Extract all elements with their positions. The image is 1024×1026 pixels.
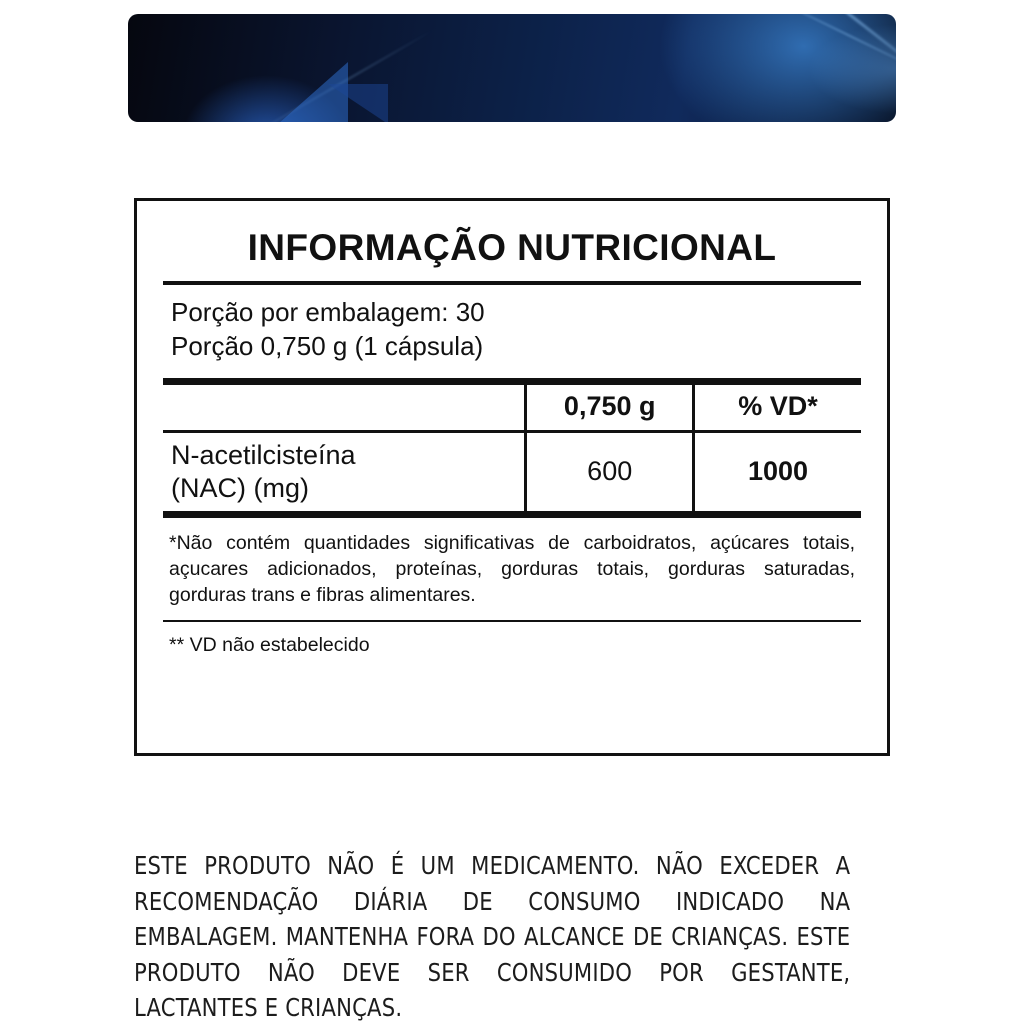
table-row	[163, 431, 861, 510]
serving-info	[163, 285, 861, 378]
divider-thick-top	[163, 378, 861, 385]
product-header-banner	[128, 14, 896, 122]
nutrient-name-cell	[163, 431, 526, 510]
table-header-row	[163, 385, 861, 432]
nutrition-table	[163, 385, 861, 511]
table-header-amount: 0,750 g	[526, 385, 694, 432]
nutrient-name-line1: N-acetilcisteína	[171, 439, 356, 470]
banner-triangle-shape	[328, 84, 388, 122]
nutrition-footnote: *Não contém quantidades significativas de carboidratos, açúcares totais, açucares adicionados, proteínas, gorduras totais, gorduras saturadas, gorduras trans e fibras alimentares.	[169, 531, 855, 607]
nutrient-daily-value-cell: 1000	[693, 431, 861, 510]
regulatory-warning-text: ESTE PRODUTO NÃO É UM MEDICAMENTO. NÃO EXCEDER A RECOMENDAÇÃO DIÁRIA DE CONSUMO INDICADO NA EMBALAGEM. MANTENHA FORA DO ALCANCE DE CRIANÇAS. ESTE PRODUTO NÃO DEVE SER CONSUMIDO POR GESTANTE, LACTANTES E CRIANÇAS.	[134, 851, 851, 1022]
nutrition-panel-title: INFORMAÇÃO NUTRICIONAL	[163, 219, 861, 285]
divider-thick-bottom	[163, 511, 861, 518]
servings-per-container: Porção por embalagem: 30	[171, 297, 485, 327]
serving-size: Porção 0,750 g (1 cápsula)	[171, 331, 484, 362]
table-header-daily-value: % VD*	[693, 385, 861, 432]
nutrient-name-line2: (NAC) (mg)	[171, 472, 309, 503]
nutrition-footnote-secondary: ** VD não estabelecido	[169, 634, 370, 657]
nutrient-amount-cell: 600	[526, 431, 694, 510]
table-header-blank	[163, 385, 526, 432]
nutrition-facts-panel	[134, 198, 890, 756]
